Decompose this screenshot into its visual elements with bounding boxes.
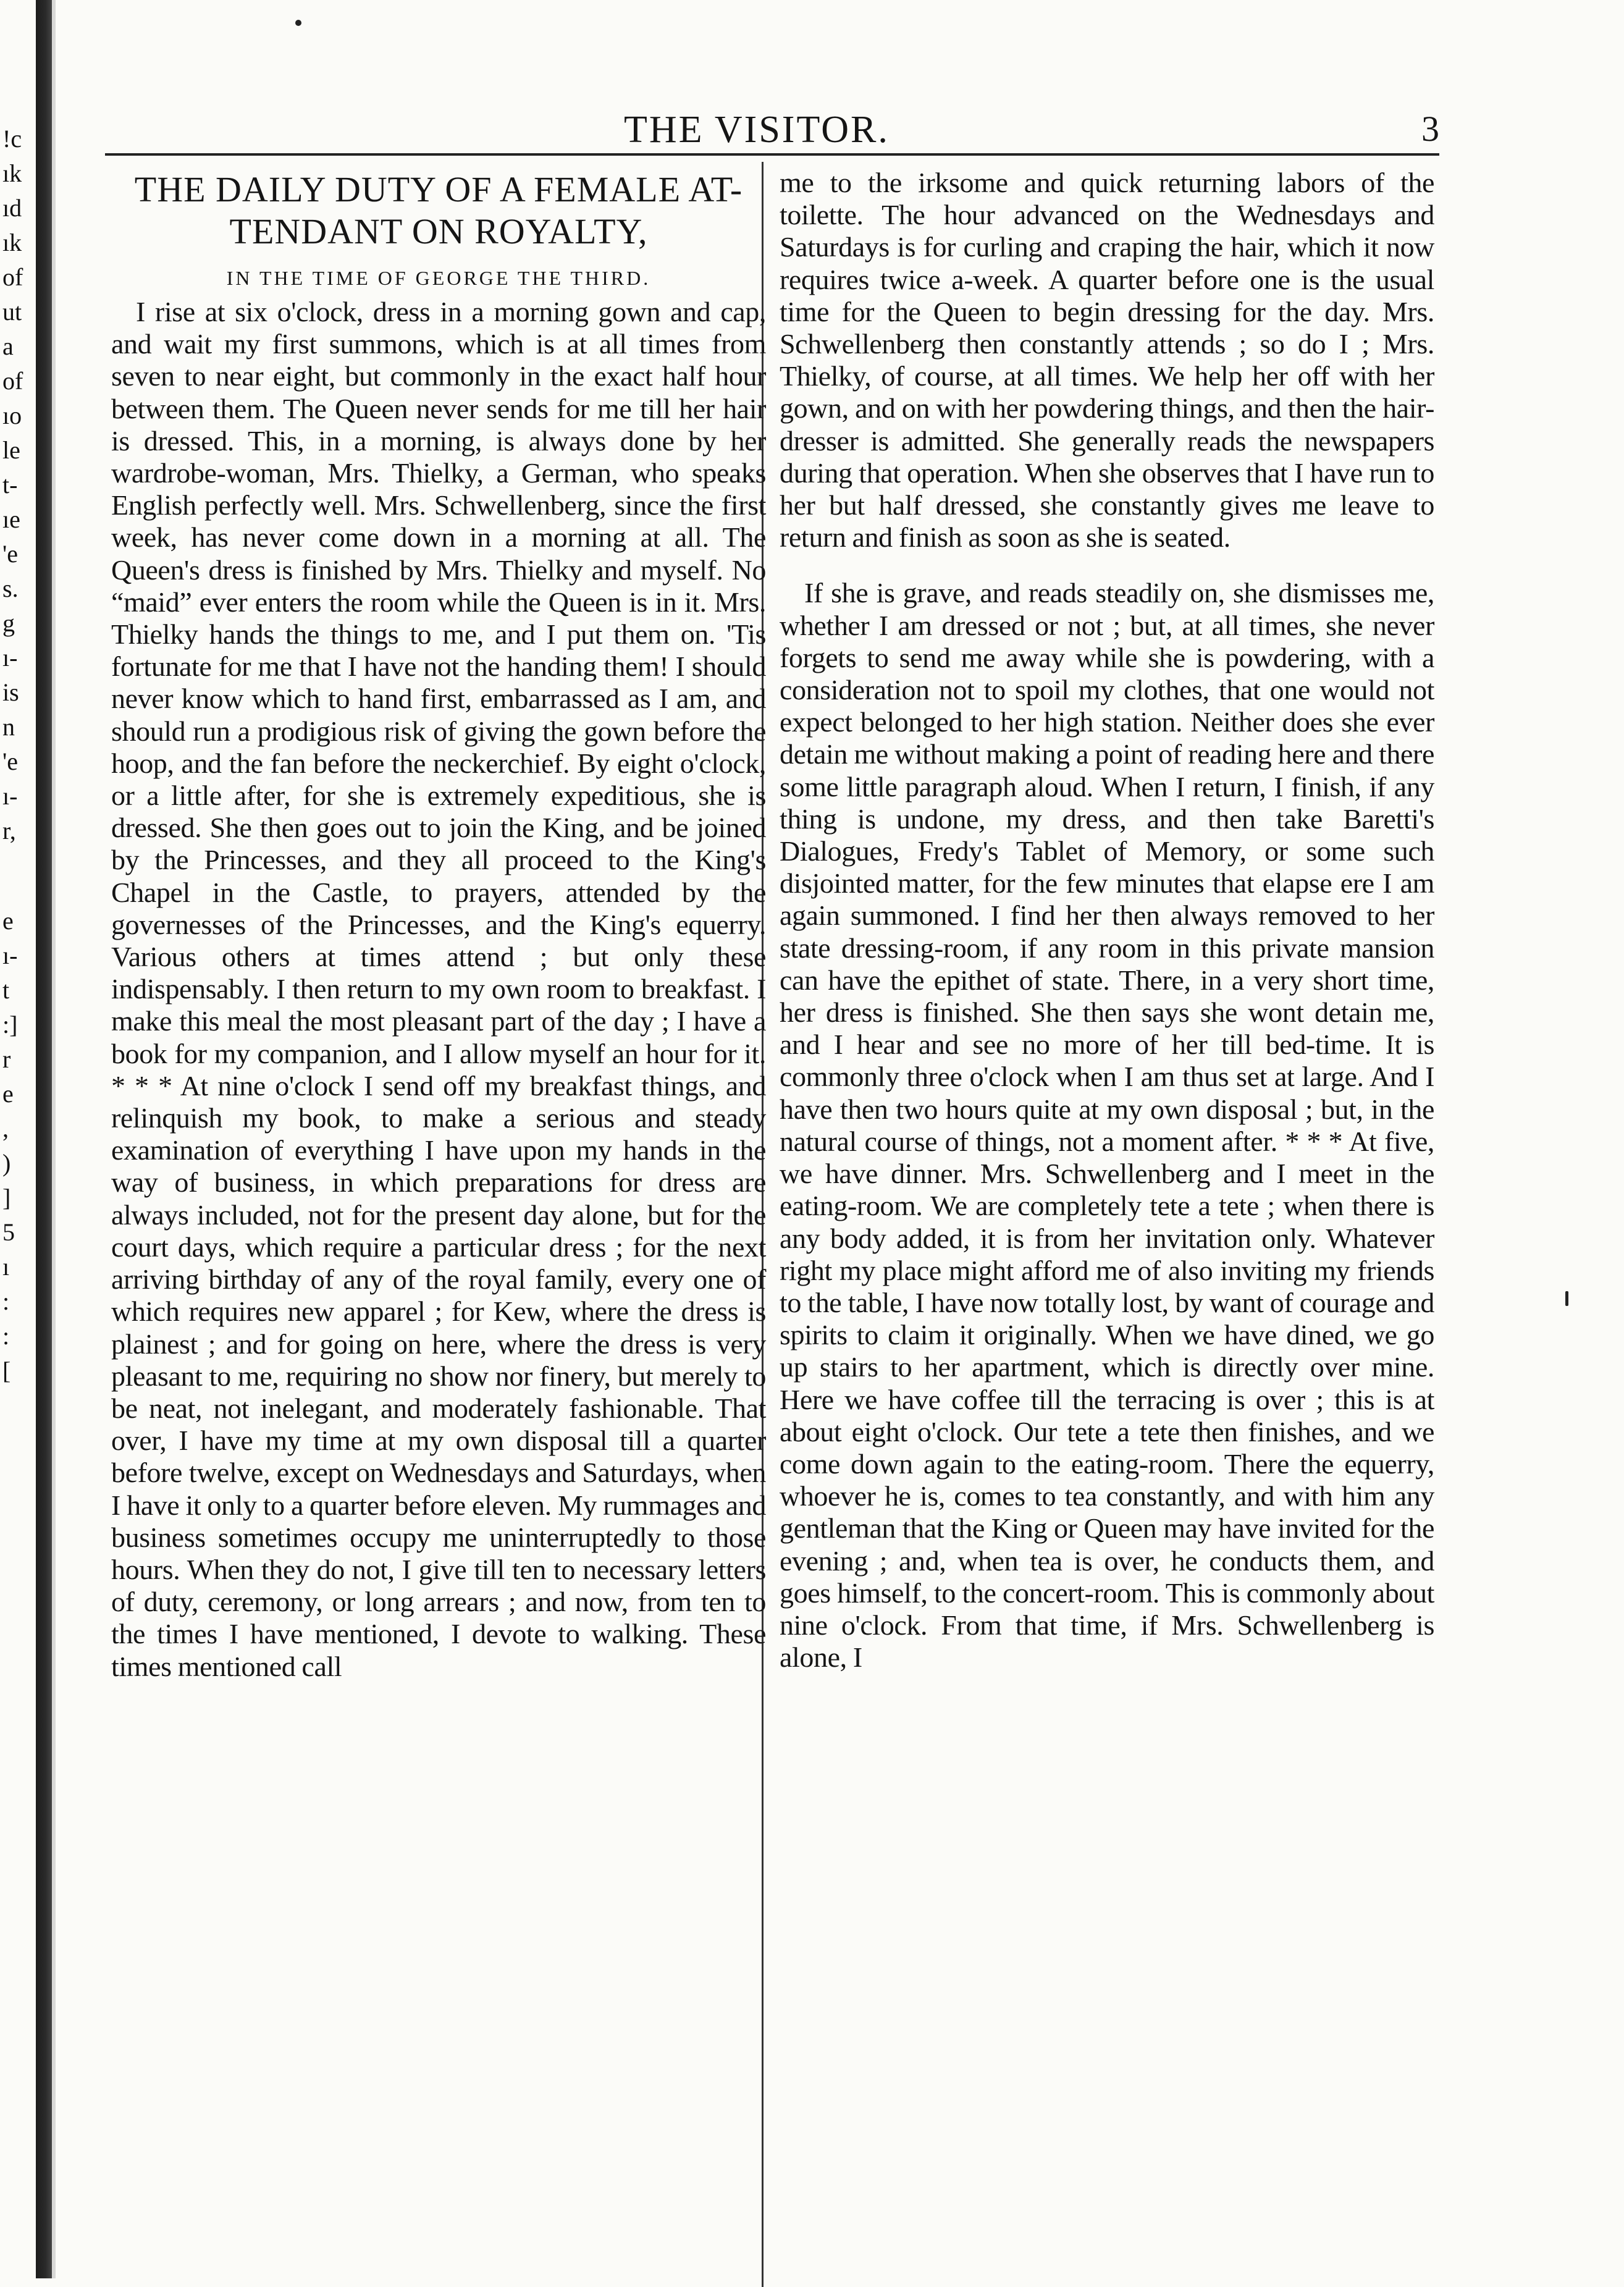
ink-speck: [295, 20, 301, 26]
page-header: [105, 108, 1439, 151]
margin-fragment: le: [2, 436, 20, 464]
margin-fragment: ıd: [2, 194, 22, 222]
margin-fragment: t: [2, 976, 10, 1004]
margin-fragment: ı-: [2, 941, 18, 969]
margin-fragment: e: [2, 1080, 14, 1108]
margin-fragment: is: [2, 678, 19, 706]
margin-fragment: ıo: [2, 402, 22, 429]
article-paragraph: If she is grave, and reads steadily on, she dismisses me, whether I am dressed or not ; but, at all times, she never forgets to send me away while she is powdering, with a consideration not to spoil my clothes, that one would not expect belonged to her high station. Neither does she ever detain me without making a point of reading here and there some little paragraph aloud. When I return, I finish, if any thing is undone, my dress, and then take Baretti's Dialogues, Fredy's Tablet of Memory, or some such disjointed matter, for the few minutes that elapse ere I am again summoned. I find her then always removed to her state dressing-room, if any room in this private mansion can have the epithet of state. There, in a very short time, her dress is finished. She then says she wont detain me, and I hear and see no more of her till bed-time. It is commonly three o'clock when I am thus set at large. And I have then two hours quite at my own disposal ; but, in the natural course of things, not a moment after. * * * At five, we have dinner. Mrs. Schwellenberg and I meet in the eating-room. We are completely tete a tete ; when there is any body added, it is from her invitation only. Whatever right my place might afford me of also inviting my friends to the table, I have now totally lost, by want of courage and spirits to claim it originally. When we have dined, we go up stairs to her apartment, which is directly over mine. Here we have coffee till the terracing is over ; this is at about eight o'clock. Our tete a tete then finishes, and we come down again to the eating-room. There the equerry, whoever he is, comes to tea constantly, and with him any gentleman that the King or Queen may have invited for the evening ; and, when tea is over, he conducts them, and goes himself, to the concert-room. This is commonly about nine o'clock. From that time, if Mrs. Schwellenberg is alone, I: [780, 577, 1434, 1674]
margin-fragment: [: [2, 1357, 11, 1384]
page-number: 3: [1421, 109, 1439, 149]
header-rule: [105, 153, 1439, 156]
article-title-line-1: THE DAILY DUTY OF A FEMALE AT-: [134, 169, 743, 209]
margin-fragment: :]: [2, 1011, 18, 1038]
margin-fragment: 'e: [2, 748, 18, 775]
margin-fragment: ık: [2, 159, 22, 187]
adjacent-page-fragments: [2, 124, 37, 1977]
margin-fragment: 'e: [2, 540, 18, 568]
margin-fragment: of: [2, 263, 23, 291]
margin-fragment: s.: [2, 575, 19, 602]
margin-fragment: ): [2, 1149, 11, 1177]
margin-fragment: r: [2, 1045, 11, 1073]
margin-fragment: :: [2, 1322, 10, 1350]
left-column: [111, 167, 766, 1683]
margin-fragment: ık: [2, 229, 22, 256]
margin-fragment: ı-: [2, 782, 18, 810]
margin-fragment: n: [2, 713, 15, 741]
margin-fragment: e: [2, 907, 14, 935]
scan-binding-shadow: [36, 0, 52, 2278]
article-paragraph: I rise at six o'clock, dress in a morning gown and cap, and wait my first summons, which is at all times from seven to near eight, but commonly in the exact half hour between them. The Queen never sends for me till her hair is dressed. This, in a morning, is always done by her wardrobe-woman, Mrs. Thielky, a German, who speaks English perfectly well. Mrs. Schwellenberg, since the first week, has never come down in a morning at all. The Queen's dress is finished by Mrs. Thielky and myself. No “maid” ever enters the room while the Queen is in it. Mrs. Thielky hands the things to me, and I put them on. 'Tis fortunate for me that I have not the handing them! I should never know which to hand first, embarrassed as I am, and should run a prodigious risk of giving the gown before the hoop, and the fan before the neckerchief. By eight o'clock, or a little after, for she is extremely expeditious, she is dressed. She then goes out to join the King, and be joined by the Princesses, and they all proceed to the King's Chapel in the Castle, to prayers, attended by the governesses of the Princesses, and the King's equerry. Various others at times attend ; but only these indispensably. I then return to my own room to breakfast. I make this meal the most pleasant part of the day ; I have a book for my companion, and I allow myself an hour for it. * * * At nine o'clock I send off my breakfast things, and relinquish my book, to make a serious and steady examination of everything I have upon my hands in the way of business, in which preparations for dress are always included, not for the present day alone, but for the court days, which require a particular dress ; for the next arriving birthday of any of the royal family, every one of which requires new apparel ; for Kew, where the dress is plainest ; and for going on here, where the dress is very pleasant to me, requiring no show nor finery, but merely to be neat, not inelegant, and moderately fashionable. That over, I have my time at my own disposal till a quarter before twelve, except on Wednesdays and Saturdays, when I have it only to a quarter before eleven. My rummages and business sometimes occupy me uninterruptedly to those hours. When they do not, I give till ten to necessary letters of duty, ceremony, or long arrears ; and now, from ten to the times I have mentioned, I devote to walking. These times mentioned call: [111, 296, 766, 1682]
article-title-line-2: TENDANT ON ROYALTY,: [229, 211, 648, 251]
margin-fragment: of: [2, 367, 23, 395]
margin-fragment: a: [2, 332, 14, 360]
ink-speck: [1565, 1291, 1568, 1306]
margin-fragment: ı: [2, 1253, 10, 1281]
margin-fragment: ]: [2, 1184, 11, 1211]
margin-fragment: 5: [2, 1218, 15, 1246]
margin-fragment: !c: [2, 125, 22, 153]
margin-fragment: ut: [2, 298, 22, 326]
article-paragraph-continued: me to the irksome and quick returning labors of the toilette. The hour advanced on the Wednesdays and Saturdays is for curling and craping the hair, which it now requires twice a-week. A quarter before one is the usual time for the Queen to begin dressing for the day. Mrs. Schwellenberg then constantly attends ; so do I ; Mrs. Thielky, of course, at all times. We help her off with her gown, and on with her powdering things, and then the hair-dresser is admitted. She generally reads the newspapers during that operation. When she observes that I have run to her but half dressed, she constantly gives me leave to return and finish as soon as she is seated.: [780, 167, 1434, 554]
margin-fragment: g: [2, 609, 15, 637]
right-column: [780, 167, 1434, 1674]
running-title: THE VISITOR.: [624, 109, 890, 151]
margin-fragment: ,: [2, 1114, 9, 1142]
margin-fragment: :: [2, 1287, 10, 1315]
margin-fragment: ıe: [2, 505, 20, 533]
article-subtitle: IN THE TIME OF GEORGE THE THIRD.: [226, 267, 651, 289]
margin-fragment: t-: [2, 471, 18, 499]
margin-fragment: r,: [2, 817, 16, 844]
margin-fragment: ı-: [2, 644, 18, 672]
scan-binding-edge: [52, 0, 56, 2278]
